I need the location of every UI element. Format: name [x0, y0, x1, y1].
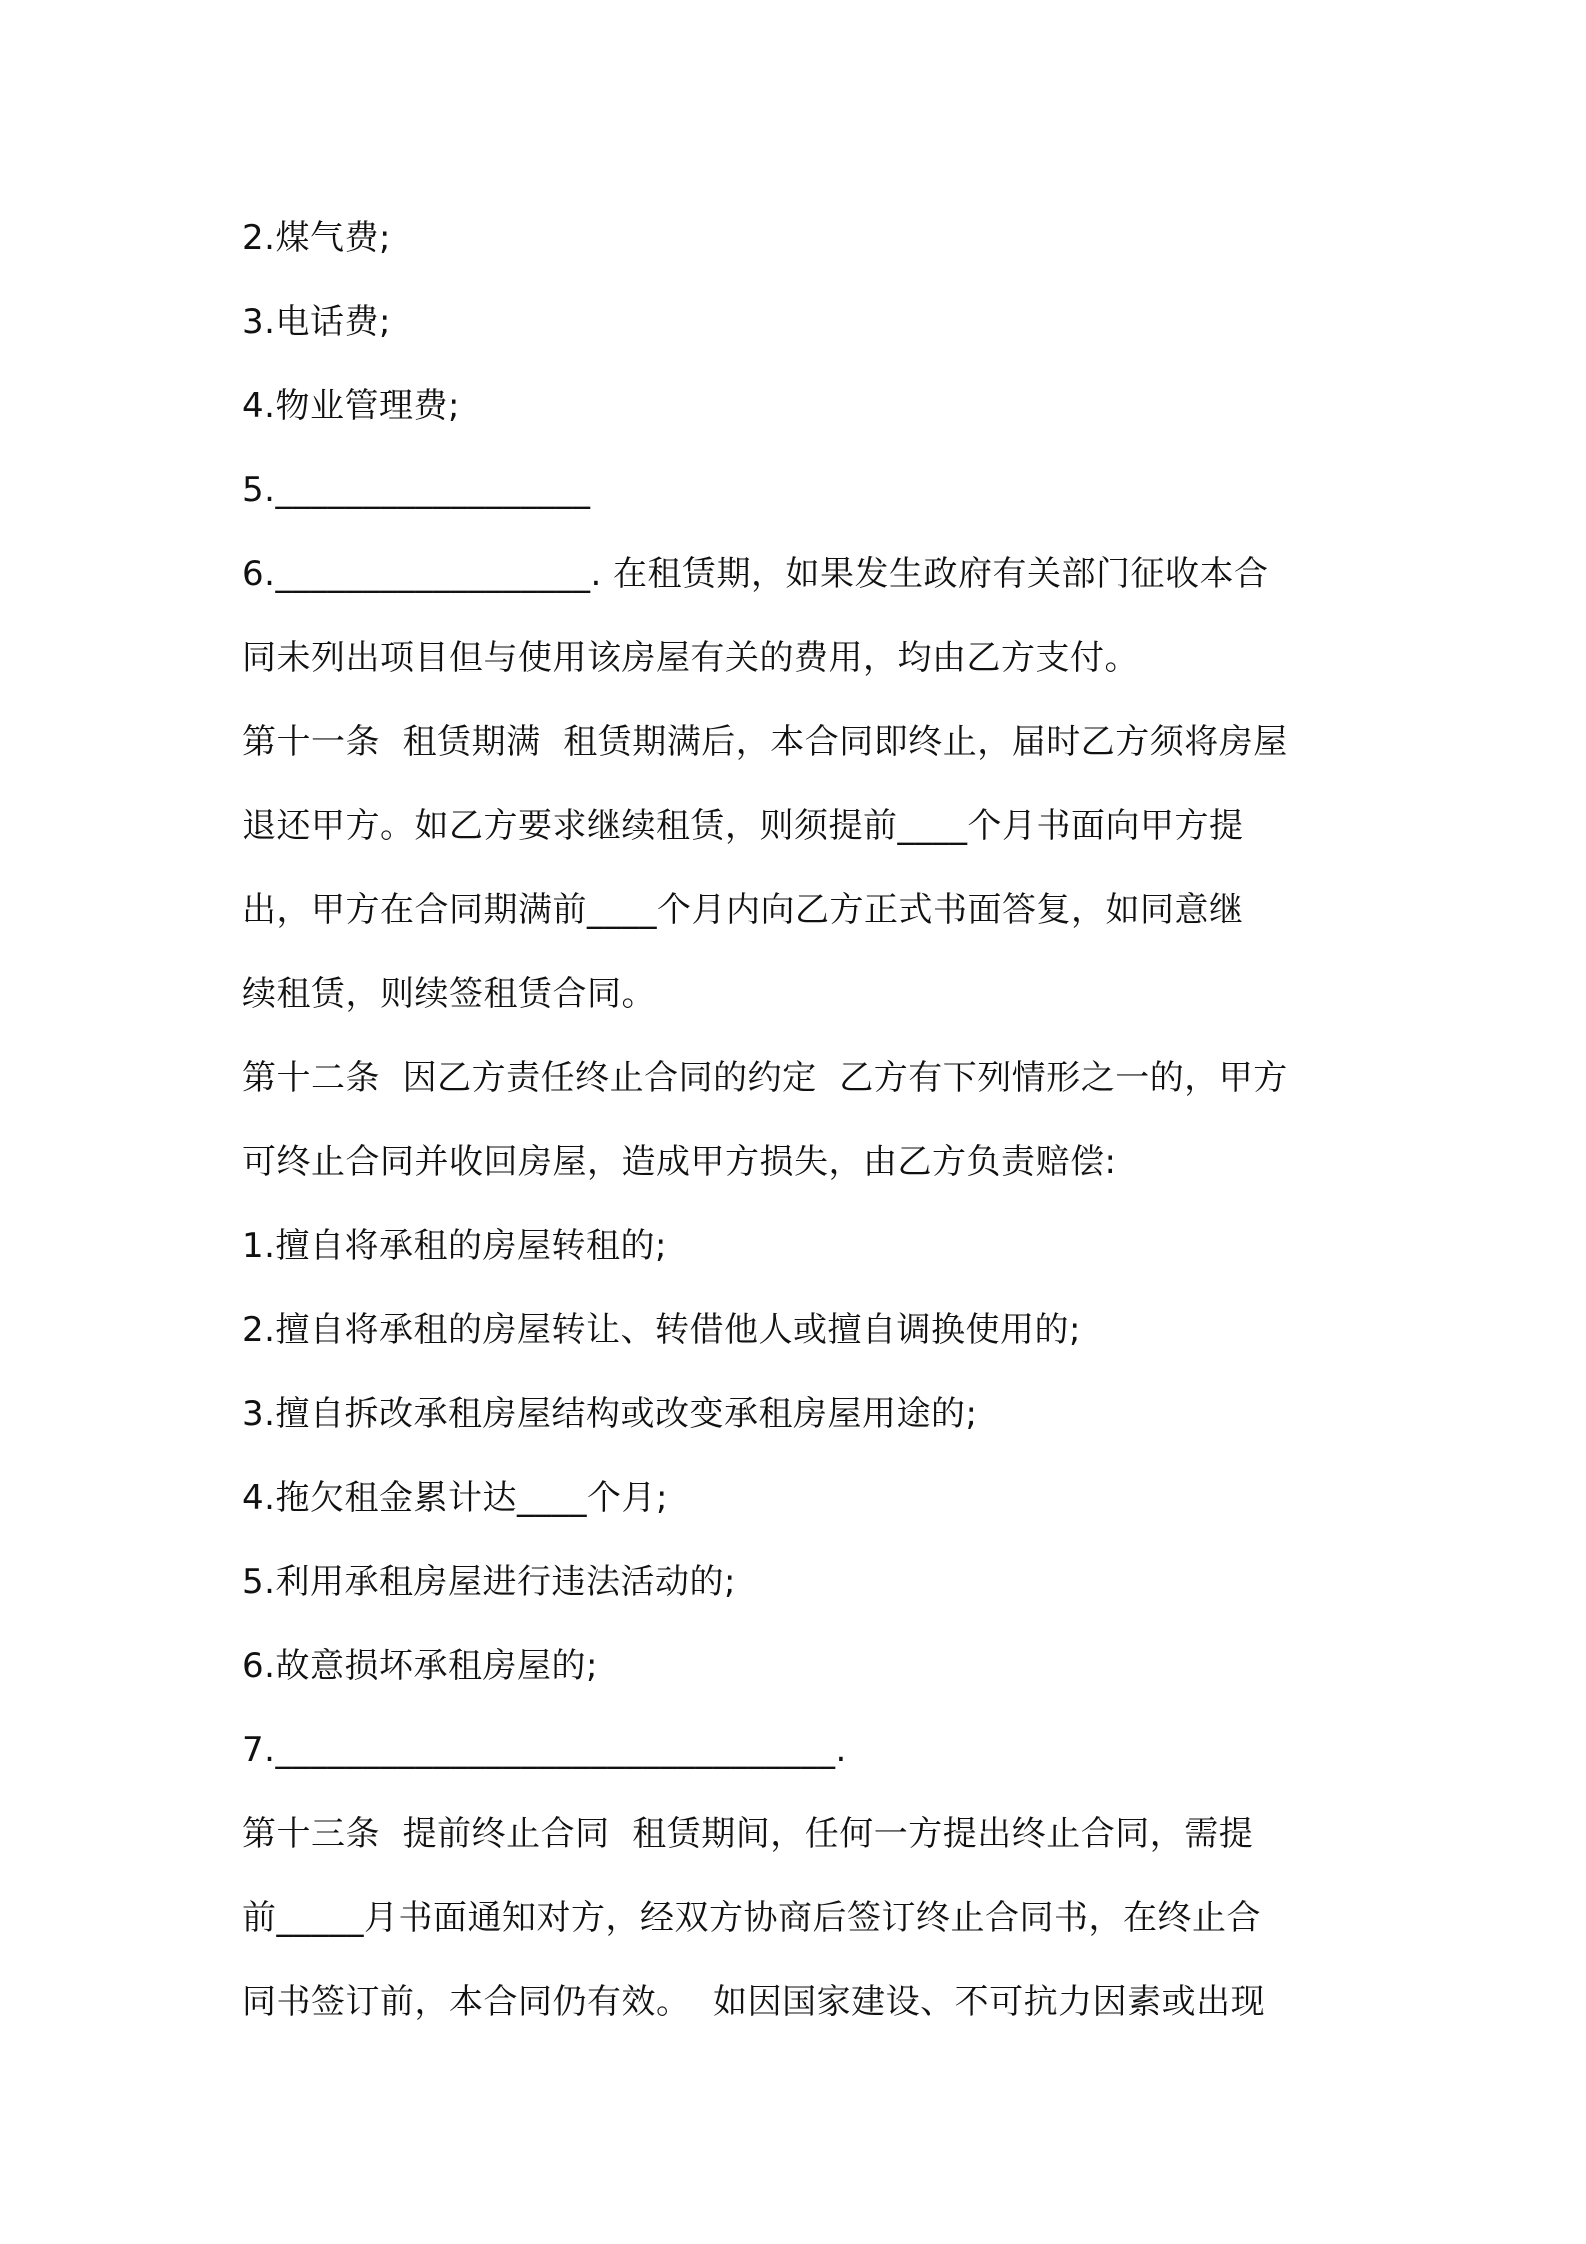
paragraph-line: 出，甲方在合同期满前____个月内向乙方正式书面答复，如同意继: [242, 890, 1244, 930]
article-13-heading-line: 第十三条 提前终止合同 租赁期间，任何一方提出终止合同，需提: [242, 1814, 1254, 1854]
article-12-heading-line: 第十二条 因乙方责任终止合同的约定 乙方有下列情形之一的，甲方: [242, 1058, 1288, 1098]
list-item-blank-6: 6.__________________. 在租赁期，如果发生政府有关部门征收本合: [242, 554, 1269, 594]
list-item: 3.擅自拆改承租房屋结构或改变承租房屋用途的;: [242, 1394, 978, 1434]
paragraph-line: 续租赁，则续签租赁合同。: [242, 974, 656, 1014]
list-item: 7.________________________________.: [242, 1730, 847, 1770]
paragraph-line: 可终止合同并收回房屋，造成甲方损失，由乙方负责赔偿:: [242, 1142, 1117, 1182]
paragraph-line: 同未列出项目但与使用该房屋有关的费用，均由乙方支付。: [242, 638, 1139, 678]
list-item-gas-fee: 2.煤气费;: [242, 218, 391, 258]
list-item-blank-5: 5.__________________: [242, 470, 591, 510]
list-item: 6.故意损坏承租房屋的;: [242, 1646, 598, 1686]
document-body: [242, 196, 1354, 2044]
list-item: 4.拖欠租金累计达____个月;: [242, 1478, 668, 1518]
list-item: 1.擅自将承租的房屋转租的;: [242, 1226, 667, 1266]
list-item: 5.利用承租房屋进行违法活动的;: [242, 1562, 736, 1602]
list-item: 2.擅自将承租的房屋转让、转借他人或擅自调换使用的;: [242, 1310, 1081, 1350]
paragraph-line: 前_____月书面通知对方，经双方协商后签订终止合同书，在终止合: [242, 1898, 1261, 1938]
article-11-heading-line: 第十一条 租赁期满 租赁期满后，本合同即终止，届时乙方须将房屋: [242, 722, 1288, 762]
paragraph-line: 退还甲方。如乙方要求继续租赁，则须提前____个月书面向甲方提: [242, 806, 1244, 846]
paragraph-line: 同书签订前，本合同仍有效。 如因国家建设、不可抗力因素或出现: [242, 1982, 1266, 2022]
list-item-property-fee: 4.物业管理费;: [242, 386, 460, 426]
list-item-phone-fee: 3.电话费;: [242, 302, 391, 342]
